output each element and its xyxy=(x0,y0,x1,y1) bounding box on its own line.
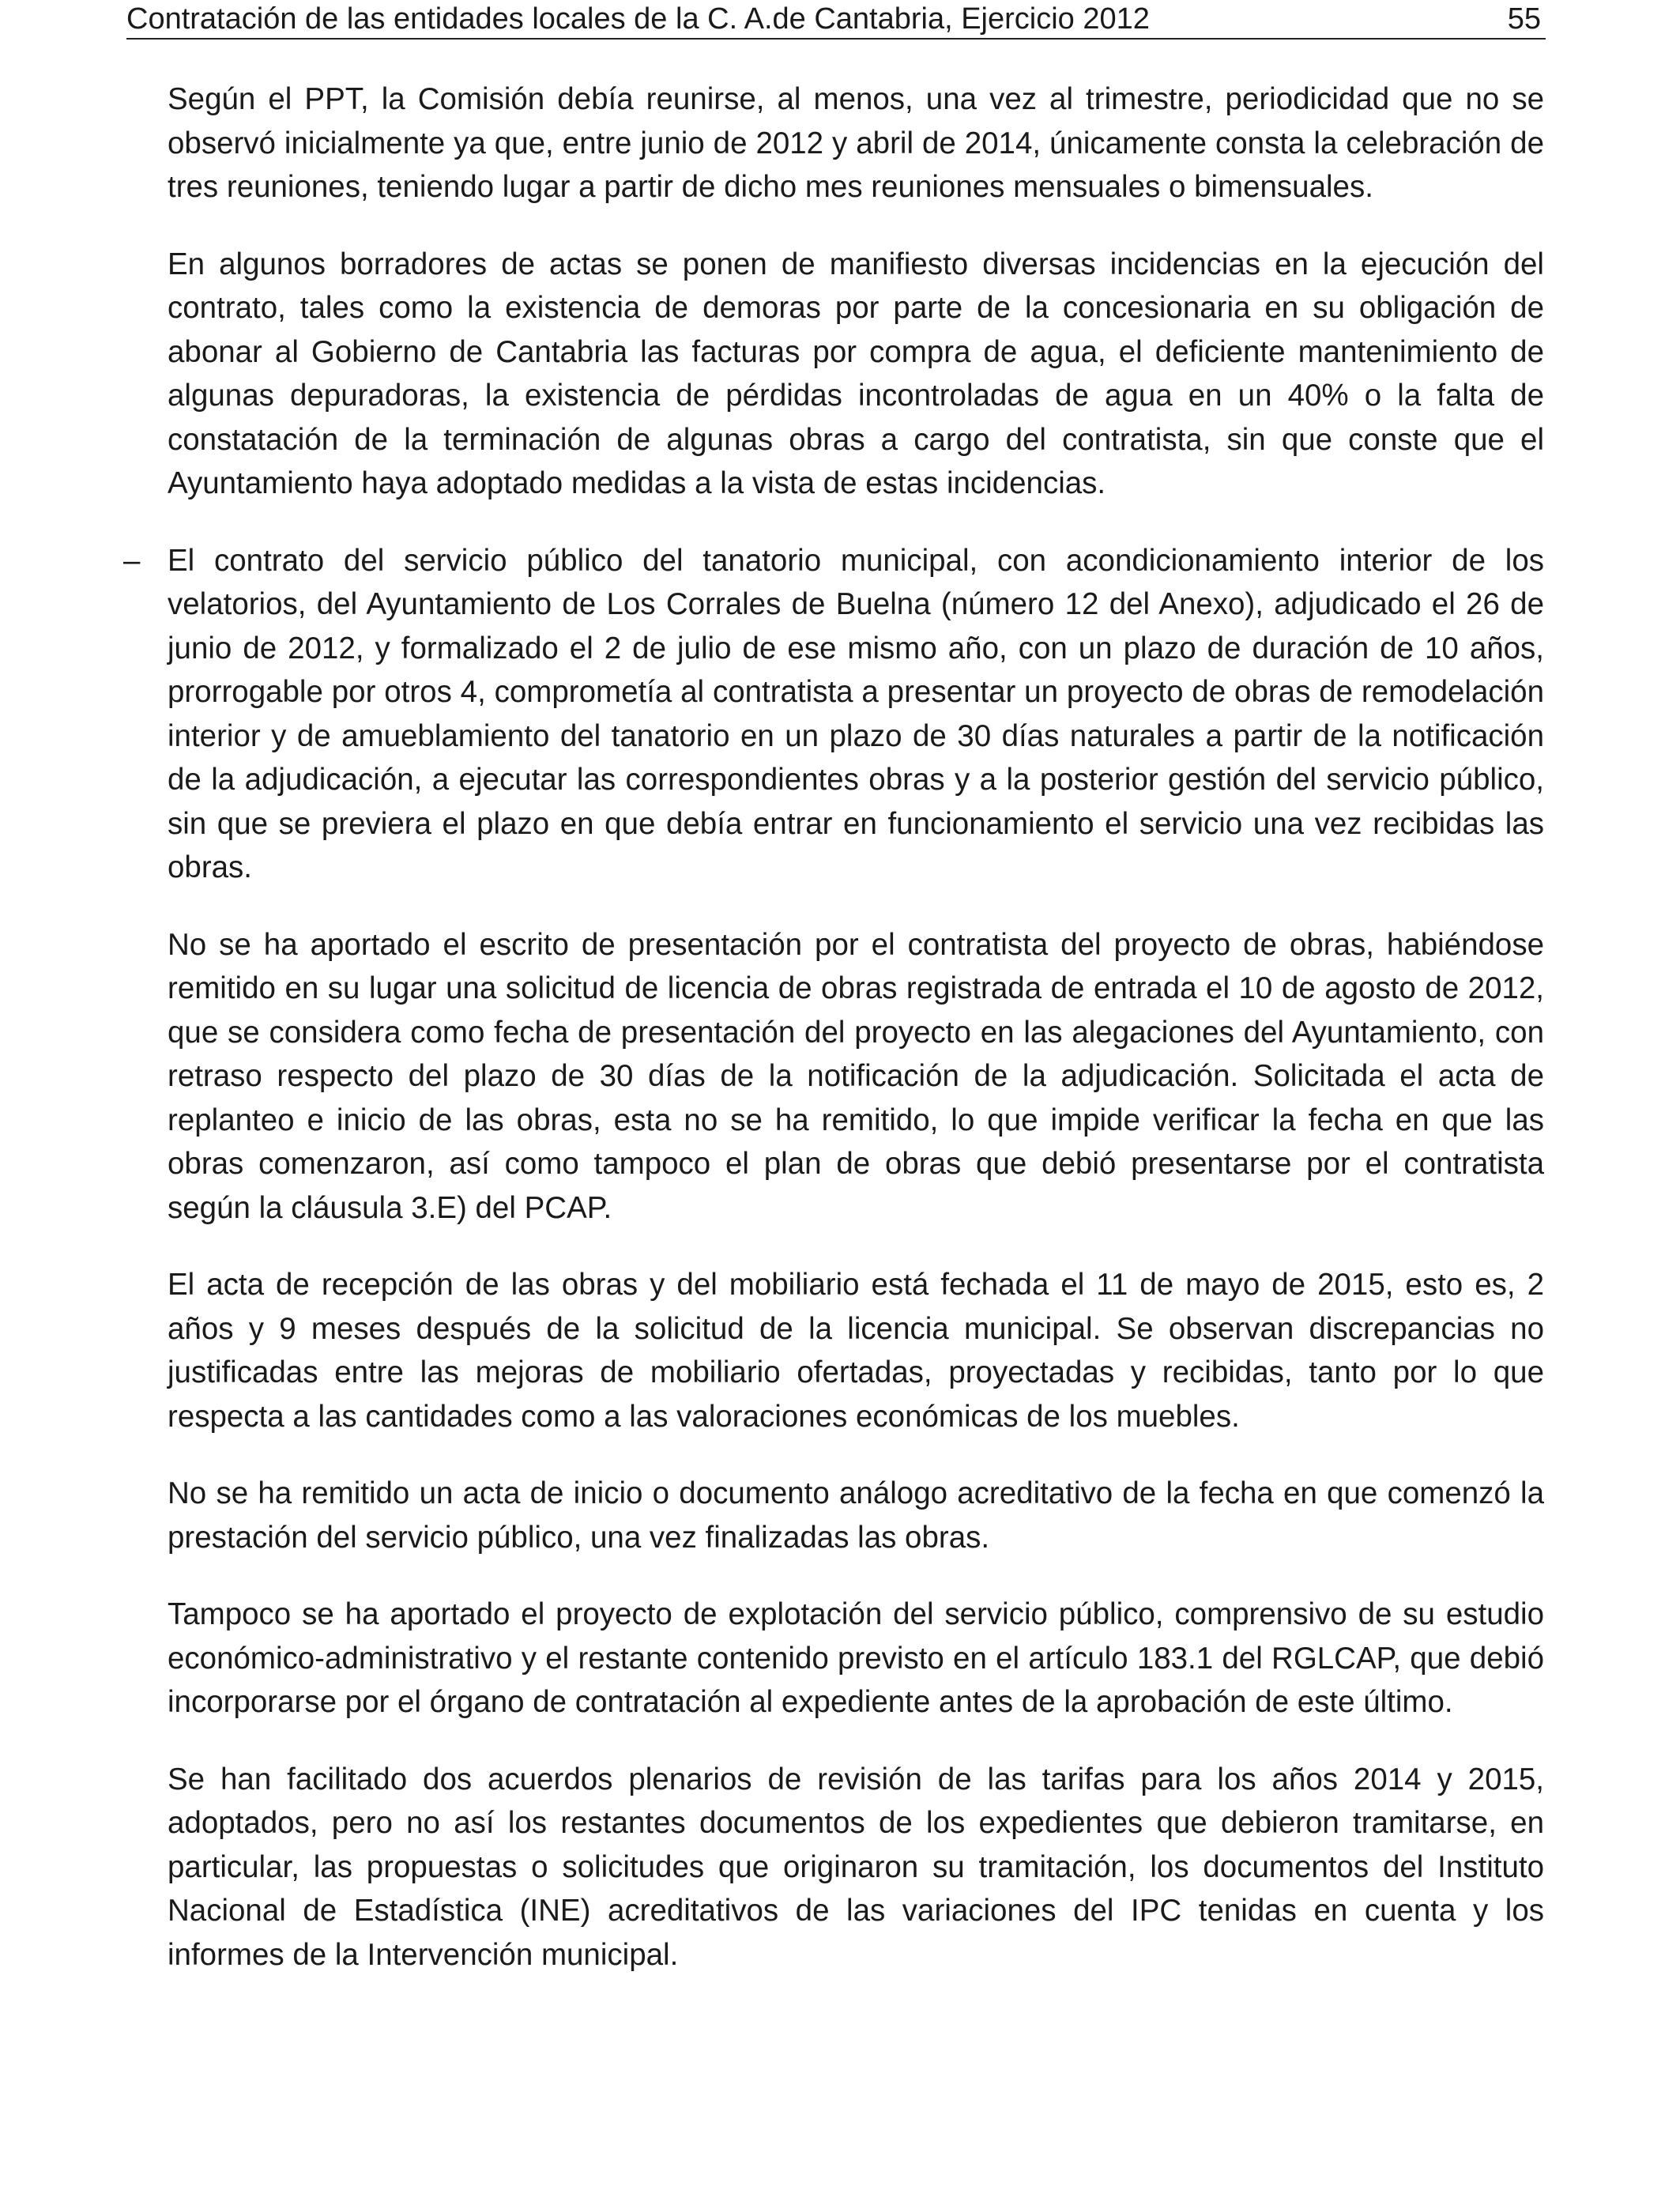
paragraph-start-act: No se ha remitido un acta de inicio o documento análogo acreditativo de la fecha en que comenzó la prestación del servicio público, una vez finalizadas las obras. xyxy=(168,1476,1544,1555)
header-title: Contratación de las entidades locales de la C. A.de Cantabria, Ejercicio 2012 xyxy=(126,2,1150,36)
paragraph-incidents: En algunos borradores de actas se ponen de manifiesto diversas incidencias en la ejecución del contrato, tales como la existencia de demoras por parte de la concesionaria en su obligación de abonar al Gobierno de Cantabria las facturas por compra de agua, el deficiente mantenimiento de algunas depuradoras, la existencia de pérdidas incontroladas de agua en un 40% o la falta de constatación de la terminación de algunas obras a cargo del contratista, sin que conste que el Ayuntamiento haya adoptado medidas a la vista de estas incidencias. xyxy=(168,247,1544,500)
page-header xyxy=(126,0,1546,40)
paragraph-exploitation-project: Tampoco se ha aportado el proyecto de explotación del servicio público, comprensivo de su estudio económico-administrativo y el restante contenido previsto en el artículo 183.1 del RGLCAP, que debió incorporarse por el órgano de contratación al expediente antes de la aprobación de este último. xyxy=(168,1597,1544,1719)
paragraph-tariff-revision: Se han facilitado dos acuerdos plenarios de revisión de las tarifas para los años 2014 y 2015, adoptados, pero no así los restantes documentos de los expedientes que debieron tramitarse, en particular, las propuestas o solicitudes que originaron su tramitación, los documentos del Instituto Nacional de Estadística (INE) acreditativos de las variaciones del IPC tenidas en cuenta y los informes de la Intervención municipal. xyxy=(168,1762,1544,1972)
paragraph-commission-meetings: Según el PPT, la Comisión debía reunirse, al menos, una vez al trimestre, periodicidad que no se observó inicialmente ya que, entre junio de 2012 y abril de 2014, únicamente consta la celebración de tres reuniones, teniendo lugar a partir de dicho mes reuniones mensuales o bimensuales. xyxy=(168,82,1544,204)
paragraph-reception-act: El acta de recepción de las obras y del mobiliario está fechada el 11 de mayo de 2015, esto es, 2 años y 9 meses después de la solicitud de la licencia municipal. Se observan discrepancias no justificadas entre las mejoras de mobiliario ofertadas, proyectadas y recibidas, tanto por lo que respecta a las cantidades como a las valoraciones económicas de los muebles. xyxy=(168,1268,1544,1434)
document-body xyxy=(123,77,1544,2010)
paragraph-tanatorio-contract: El contrato del servicio público del tanatorio municipal, con acondicionamiento interior de los velatorios, del Ayuntamiento de Los Corrales de Buelna (número 12 del Anexo), adjudicado el 26 de junio de 2012, y formalizado el 2 de julio de ese mismo año, con un plazo de duración de 10 años, prorrogable por otros 4, comprometía al contratista a presentar un proyecto de obras de remodelación interior y de amueblamiento del tanatorio en un plazo de 30 días naturales a partir de la notificación de la adjudicación, a ejecutar las correspondientes obras y a la posterior gestión del servicio público, sin que se previera el plazo en que debía entrar en funcionamiento el servicio una vez recibidas las obras. xyxy=(168,543,1544,884)
bullet-item-tanatorio xyxy=(123,539,1544,890)
dash-bullet: – xyxy=(123,543,141,578)
paragraph-project-submission: No se ha aportado el escrito de presentación por el contratista del proyecto de obras, habiéndose remitido en su lugar una solicitud de licencia de obras registrada de entrada el 10 de agosto de 2012, que se considera como fecha de presentación del proyecto en las alegaciones del Ayuntamiento, con retraso respecto del plazo de 30 días de la notificación de la adjudicación. Solicitada el acta de replanteo e inicio de las obras, esta no se ha remitido, lo que impide verificar la fecha en que las obras comenzaron, así como tampoco el plan de obras que debió presentarse por el contratista según la cláusula 3.E) del PCAP. xyxy=(168,927,1544,1225)
page-number: 55 xyxy=(1507,2,1541,36)
